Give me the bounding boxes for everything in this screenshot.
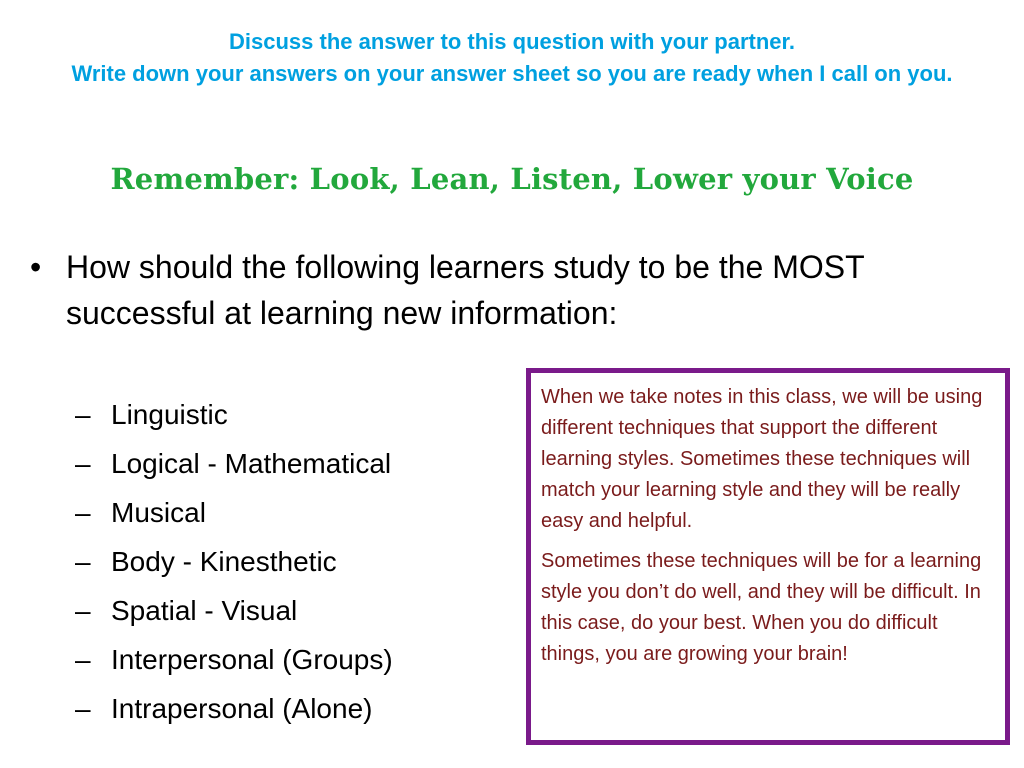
dash-icon: –	[75, 644, 91, 675]
dash-icon: –	[75, 399, 91, 430]
learner-label: Musical	[111, 497, 206, 528]
dash-icon: –	[75, 595, 91, 626]
learner-label: Linguistic	[111, 399, 228, 430]
dash-icon: –	[75, 546, 91, 577]
bullet-icon: •	[30, 249, 42, 285]
list-item	[75, 588, 393, 637]
learner-label: Body - Kinesthetic	[111, 546, 337, 577]
question-text: How should the following learners study to be the MOST successful at learning new information:	[66, 249, 865, 331]
learner-label: Spatial - Visual	[111, 595, 298, 626]
note-paragraph-2: Sometimes these techniques will be for a learning style you don’t do well, and they will be difficult. In this case, do your best. When you do difficult things, you are growing your brain!	[541, 550, 982, 665]
list-item	[75, 637, 393, 686]
list-item	[75, 539, 393, 588]
learner-label: Logical - Mathematical	[111, 448, 392, 479]
remember-heading: Remember: Look, Lean, Listen, Lower your Voice	[110, 162, 914, 196]
note-paragraph-1: When we take notes in this class, we will be using different techniques that support the different learning styles. Sometimes these techniques will match your learning style and they will be really easy and helpful.	[541, 386, 983, 532]
list-item	[75, 686, 393, 735]
list-item	[75, 392, 393, 441]
dash-icon: –	[75, 497, 91, 528]
dash-icon: –	[75, 448, 91, 479]
instructions-line-2: Write down your answers on your answer sheet so you are ready when I call on you.	[71, 61, 953, 86]
dash-icon: –	[75, 693, 91, 724]
note-box	[526, 368, 1010, 745]
learner-label: Intrapersonal (Alone)	[111, 693, 373, 724]
instructions	[10, 26, 1014, 90]
list-item	[75, 441, 393, 490]
question-bullet-item	[30, 244, 880, 336]
instructions-line-1: Discuss the answer to this question with your partner.	[229, 29, 795, 54]
learner-label: Interpersonal (Groups)	[111, 644, 393, 675]
learner-list	[75, 392, 393, 735]
list-item	[75, 490, 393, 539]
